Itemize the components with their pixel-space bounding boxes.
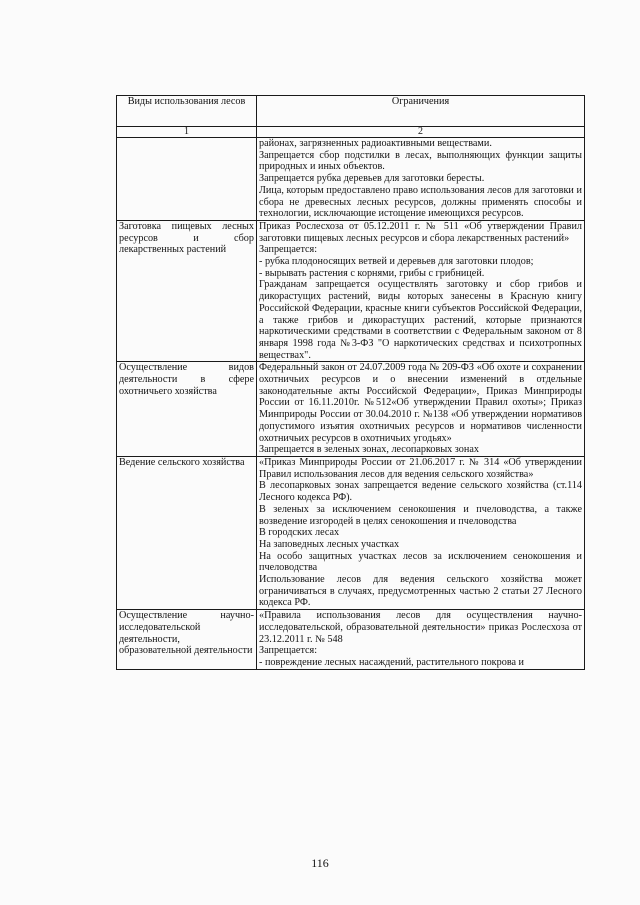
- header-cell-usage-types: Виды использования лесов: [117, 96, 257, 127]
- restriction-paragraph: В лесопарковых зонах запрещается ведение сельского хозяйства (ст.114 Лесного кодекса РФ).: [259, 480, 582, 504]
- usage-type-cell: [117, 138, 257, 221]
- header-cell-restrictions: Ограничения: [257, 96, 585, 127]
- page-number: 116: [311, 856, 329, 870]
- restrictions-cell: [257, 220, 585, 361]
- restriction-paragraph: В зеленых за исключением сенокошения и пчеловодства, а также возведение изгородей в целях сенокошения и пчеловодства: [259, 503, 582, 527]
- restriction-paragraph: «Правила использования лесов для осуществления научно-исследовательской, образовательной деятельности» приказ Рослесхоза от 23.12.2011 г. № 548: [259, 610, 582, 645]
- restrictions-cell: [257, 362, 585, 457]
- restriction-paragraph: Запрещается:: [259, 645, 318, 657]
- restriction-paragraph: Запрещается рубка деревьев для заготовки бересты.: [259, 173, 485, 185]
- restriction-paragraph: «Приказ Минприроды России от 21.06.2017 г. № 314 «Об утверждении Правил использования лесов для ведения сельского хозяйства»: [259, 456, 582, 480]
- usage-type-cell: Осуществление научно-исследовательской деятельности, образовательной деятельности: [117, 610, 257, 670]
- restriction-paragraph: Гражданам запрещается осуществлять заготовку и сбор грибов и дикорастущих растений, виды которых занесены в Красную книгу Российской Федерации, красные книги субъектов Российской Федерации, а также грибов и дикорастущих растений, которые признаются наркотическими средствами в соответствии с Федеральным законом от 8 января 1998 года №3-ФЗ "О наркотических средствах и психотропных веществах".: [259, 279, 582, 361]
- restrictions-cell: [257, 610, 585, 670]
- column-number-1: 1: [117, 127, 257, 138]
- table-header-row: [117, 96, 585, 127]
- table-row: [117, 362, 585, 457]
- restriction-paragraph: Запрещается:: [259, 244, 318, 256]
- usage-type-cell: Заготовка пищевых лесных ресурсов и сбор лекарственных растений: [117, 220, 257, 361]
- table-row: [117, 610, 585, 670]
- restriction-paragraph: - рубка плодоносящих ветвей и деревьев для заготовки плодов;: [259, 256, 534, 268]
- table-row: [117, 220, 585, 361]
- restrictions-cell: [257, 456, 585, 609]
- restriction-paragraph: Федеральный закон от 24.07.2009 года № 209-ФЗ «Об охоте и сохранении охотничьих ресурсов и о внесении изменений в отдельные законодательные акты Российской Федерации», Приказ Минприроды России от 16.11.2010г. №512«Об утверждении Правил охоты»; Приказ Минприроды России от 30.04.2010 г. №138 «Об утверждении нормативов допустимого изъятия охотничьих ресурсов и нормативов численности охотничьих ресурсов в охотничьих угодьях»: [259, 362, 582, 444]
- restriction-paragraph: - повреждение лесных насаждений, растительного покрова и: [259, 656, 525, 668]
- restriction-paragraph: В городских лесах: [259, 527, 340, 539]
- restriction-paragraph: На заповедных лесных участках: [259, 538, 400, 550]
- usage-type-cell: Ведение сельского хозяйства: [117, 456, 257, 609]
- column-number-2: 2: [257, 127, 585, 138]
- restriction-paragraph: Запрещается в зеленых зонах, лесопарковых зонах: [259, 444, 479, 456]
- restriction-paragraph: - вырывать растения с корнями, грибы с грибницей.: [259, 267, 485, 279]
- restrictions-cell: [257, 138, 585, 221]
- restriction-paragraph: Использование лесов для ведения сельского хозяйства может ограничиваться в случаях, предусмотренных частью 2 статьи 27 Лесного кодекса РФ.: [259, 574, 582, 609]
- restrictions-table: [116, 95, 585, 670]
- restriction-paragraph: Запрещается сбор подстилки в лесах, выполняющих функции защиты природных и иных объектов.: [259, 149, 582, 173]
- restriction-paragraph: На особо защитных участках лесов за исключением сенокошения и пчеловодства: [259, 550, 582, 574]
- column-number-row: [117, 127, 585, 138]
- restriction-paragraph: Приказ Рослесхоза от 05.12.2011 г. № 511 «Об утверждении Правил заготовки пищевых лесных ресурсов и сбора лекарственных растений»: [259, 220, 582, 244]
- table-row: [117, 456, 585, 609]
- table-row: [117, 138, 585, 221]
- restriction-paragraph: районах, загрязненных радиоактивными веществами.: [259, 138, 492, 149]
- restriction-paragraph: Лица, которым предоставлено право использования лесов для заготовки и сбора не древесных лесных ресурсов, должны применять способы и технологии, исключающие истощение имеющихся ресурсов.: [259, 184, 582, 220]
- usage-type-cell: Осуществление видов деятельности в сфере охотничьего хозяйства: [117, 362, 257, 457]
